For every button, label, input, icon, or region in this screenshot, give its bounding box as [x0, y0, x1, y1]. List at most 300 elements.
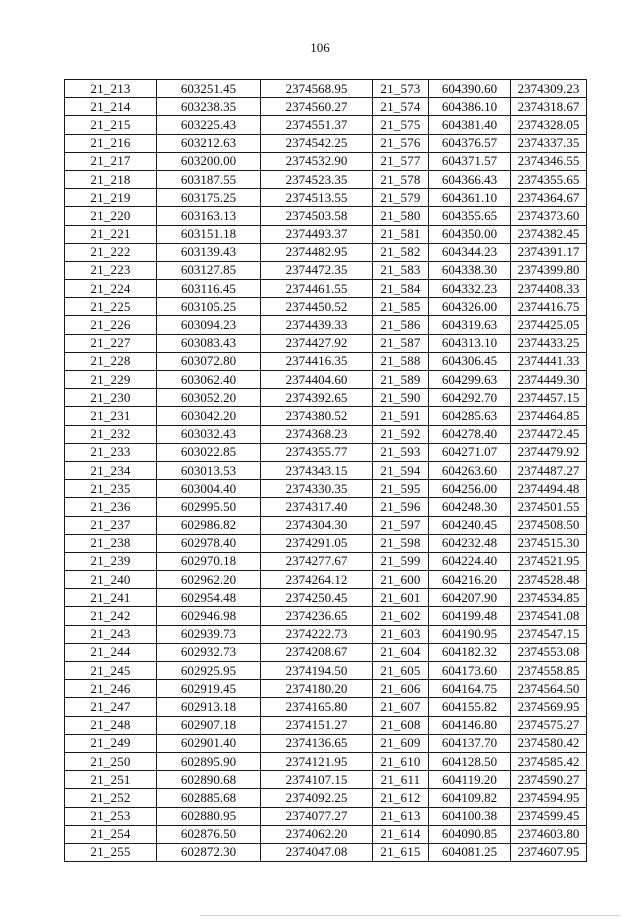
x-coord-right: 604100.38: [429, 807, 511, 825]
point-id-right: 21_575: [373, 116, 429, 134]
table-row: [65, 771, 587, 789]
point-id-right: 21_590: [373, 389, 429, 407]
table-row: [65, 752, 587, 770]
y-coord-right: 2374541.08: [511, 607, 587, 625]
x-coord-left: 603251.45: [157, 80, 261, 98]
x-coord-left: 603187.55: [157, 170, 261, 188]
x-coord-right: 604376.57: [429, 134, 511, 152]
y-coord-left: 2374355.77: [261, 443, 373, 461]
y-coord-right: 2374494.48: [511, 480, 587, 498]
point-id-left: 21_232: [65, 425, 157, 443]
point-id-right: 21_605: [373, 662, 429, 680]
y-coord-right: 2374355.65: [511, 170, 587, 188]
y-coord-right: 2374590.27: [511, 771, 587, 789]
point-id-right: 21_599: [373, 552, 429, 570]
x-coord-right: 604199.48: [429, 607, 511, 625]
x-coord-left: 603042.20: [157, 407, 261, 425]
y-coord-left: 2374330.35: [261, 480, 373, 498]
x-coord-right: 604338.30: [429, 261, 511, 279]
y-coord-left: 2374427.92: [261, 334, 373, 352]
y-coord-left: 2374136.65: [261, 734, 373, 752]
x-coord-left: 602919.45: [157, 680, 261, 698]
x-coord-right: 604371.57: [429, 152, 511, 170]
table-row: [65, 789, 587, 807]
point-id-left: 21_234: [65, 461, 157, 479]
point-id-right: 21_587: [373, 334, 429, 352]
y-coord-right: 2374425.05: [511, 316, 587, 334]
x-coord-left: 602895.90: [157, 752, 261, 770]
x-coord-left: 602925.95: [157, 662, 261, 680]
x-coord-right: 604344.23: [429, 243, 511, 261]
point-id-right: 21_574: [373, 98, 429, 116]
table-row: [65, 698, 587, 716]
x-coord-right: 604182.32: [429, 643, 511, 661]
table-row: [65, 734, 587, 752]
table-row: [65, 625, 587, 643]
point-id-left: 21_233: [65, 443, 157, 461]
y-coord-right: 2374558.85: [511, 662, 587, 680]
x-coord-left: 603062.40: [157, 371, 261, 389]
x-coord-left: 603083.43: [157, 334, 261, 352]
x-coord-left: 602885.68: [157, 789, 261, 807]
y-coord-left: 2374560.27: [261, 98, 373, 116]
point-id-right: 21_606: [373, 680, 429, 698]
x-coord-left: 602901.40: [157, 734, 261, 752]
x-coord-left: 603200.00: [157, 152, 261, 170]
point-id-right: 21_607: [373, 698, 429, 716]
y-coord-left: 2374343.15: [261, 461, 373, 479]
y-coord-left: 2374532.90: [261, 152, 373, 170]
table-row: [65, 280, 587, 298]
table-row: [65, 716, 587, 734]
table-row: [65, 643, 587, 661]
point-id-right: 21_591: [373, 407, 429, 425]
y-coord-left: 2374047.08: [261, 843, 373, 861]
point-id-left: 21_224: [65, 280, 157, 298]
point-id-right: 21_601: [373, 589, 429, 607]
x-coord-right: 604361.10: [429, 189, 511, 207]
y-coord-left: 2374493.37: [261, 225, 373, 243]
x-coord-left: 603127.85: [157, 261, 261, 279]
x-coord-right: 604381.40: [429, 116, 511, 134]
x-coord-right: 604313.10: [429, 334, 511, 352]
point-id-right: 21_586: [373, 316, 429, 334]
point-id-right: 21_598: [373, 534, 429, 552]
point-id-left: 21_223: [65, 261, 157, 279]
y-coord-right: 2374309.23: [511, 80, 587, 98]
x-coord-left: 602907.18: [157, 716, 261, 734]
point-id-right: 21_582: [373, 243, 429, 261]
point-id-left: 21_254: [65, 825, 157, 843]
x-coord-left: 603022.85: [157, 443, 261, 461]
point-id-left: 21_240: [65, 571, 157, 589]
x-coord-right: 604256.00: [429, 480, 511, 498]
point-id-left: 21_225: [65, 298, 157, 316]
table-row: [65, 80, 587, 98]
point-id-left: 21_220: [65, 207, 157, 225]
x-coord-left: 603238.35: [157, 98, 261, 116]
y-coord-right: 2374337.35: [511, 134, 587, 152]
point-id-right: 21_573: [373, 80, 429, 98]
point-id-left: 21_230: [65, 389, 157, 407]
x-coord-right: 604292.70: [429, 389, 511, 407]
table-row: [65, 371, 587, 389]
point-id-left: 21_253: [65, 807, 157, 825]
table-row: [65, 516, 587, 534]
table-row: [65, 461, 587, 479]
y-coord-right: 2374569.95: [511, 698, 587, 716]
table-row: [65, 243, 587, 261]
y-coord-left: 2374368.23: [261, 425, 373, 443]
point-id-left: 21_228: [65, 352, 157, 370]
y-coord-right: 2374534.85: [511, 589, 587, 607]
x-coord-right: 604137.70: [429, 734, 511, 752]
x-coord-right: 604164.75: [429, 680, 511, 698]
table-row: [65, 589, 587, 607]
point-id-left: 21_236: [65, 498, 157, 516]
x-coord-left: 602890.68: [157, 771, 261, 789]
point-id-left: 21_222: [65, 243, 157, 261]
point-id-left: 21_231: [65, 407, 157, 425]
y-coord-right: 2374564.50: [511, 680, 587, 698]
y-coord-left: 2374513.55: [261, 189, 373, 207]
point-id-right: 21_602: [373, 607, 429, 625]
y-coord-left: 2374291.05: [261, 534, 373, 552]
table-row: [65, 480, 587, 498]
x-coord-right: 604366.43: [429, 170, 511, 188]
x-coord-left: 603052.20: [157, 389, 261, 407]
x-coord-left: 602932.73: [157, 643, 261, 661]
x-coord-left: 603163.13: [157, 207, 261, 225]
y-coord-right: 2374318.67: [511, 98, 587, 116]
point-id-left: 21_239: [65, 552, 157, 570]
table-row: [65, 225, 587, 243]
y-coord-right: 2374373.60: [511, 207, 587, 225]
coordinates-table-body: [65, 80, 587, 862]
y-coord-left: 2374264.12: [261, 571, 373, 589]
point-id-left: 21_245: [65, 662, 157, 680]
x-coord-left: 603151.18: [157, 225, 261, 243]
point-id-right: 21_603: [373, 625, 429, 643]
x-coord-left: 602995.50: [157, 498, 261, 516]
point-id-left: 21_242: [65, 607, 157, 625]
point-id-left: 21_251: [65, 771, 157, 789]
point-id-left: 21_216: [65, 134, 157, 152]
y-coord-right: 2374457.15: [511, 389, 587, 407]
table-row: [65, 261, 587, 279]
point-id-right: 21_576: [373, 134, 429, 152]
x-coord-right: 604390.60: [429, 80, 511, 98]
x-coord-left: 603004.40: [157, 480, 261, 498]
y-coord-right: 2374487.27: [511, 461, 587, 479]
y-coord-right: 2374464.85: [511, 407, 587, 425]
y-coord-left: 2374250.45: [261, 589, 373, 607]
table-row: [65, 534, 587, 552]
point-id-right: 21_596: [373, 498, 429, 516]
table-row: [65, 552, 587, 570]
point-id-left: 21_252: [65, 789, 157, 807]
x-coord-left: 602986.82: [157, 516, 261, 534]
x-coord-left: 603032.43: [157, 425, 261, 443]
y-coord-left: 2374523.35: [261, 170, 373, 188]
page-number: 106: [310, 40, 330, 55]
x-coord-right: 604190.95: [429, 625, 511, 643]
y-coord-left: 2374151.27: [261, 716, 373, 734]
table-row: [65, 825, 587, 843]
y-coord-left: 2374062.20: [261, 825, 373, 843]
point-id-left: 21_218: [65, 170, 157, 188]
point-id-right: 21_588: [373, 352, 429, 370]
y-coord-right: 2374553.08: [511, 643, 587, 661]
y-coord-right: 2374416.75: [511, 298, 587, 316]
y-coord-left: 2374222.73: [261, 625, 373, 643]
point-id-left: 21_244: [65, 643, 157, 661]
x-coord-right: 604350.00: [429, 225, 511, 243]
y-coord-right: 2374328.05: [511, 116, 587, 134]
x-coord-left: 603225.43: [157, 116, 261, 134]
y-coord-left: 2374121.95: [261, 752, 373, 770]
x-coord-right: 604207.90: [429, 589, 511, 607]
y-coord-right: 2374399.80: [511, 261, 587, 279]
point-id-right: 21_584: [373, 280, 429, 298]
y-coord-right: 2374528.48: [511, 571, 587, 589]
y-coord-right: 2374580.42: [511, 734, 587, 752]
x-coord-right: 604285.63: [429, 407, 511, 425]
table-row: [65, 407, 587, 425]
table-row: [65, 662, 587, 680]
x-coord-right: 604173.60: [429, 662, 511, 680]
point-id-right: 21_594: [373, 461, 429, 479]
point-id-left: 21_215: [65, 116, 157, 134]
point-id-left: 21_250: [65, 752, 157, 770]
point-id-right: 21_615: [373, 843, 429, 861]
x-coord-right: 604355.65: [429, 207, 511, 225]
y-coord-right: 2374547.15: [511, 625, 587, 643]
x-coord-right: 604155.82: [429, 698, 511, 716]
y-coord-right: 2374501.55: [511, 498, 587, 516]
table-row: [65, 207, 587, 225]
x-coord-left: 603013.53: [157, 461, 261, 479]
point-id-left: 21_213: [65, 80, 157, 98]
x-coord-left: 602970.18: [157, 552, 261, 570]
x-coord-right: 604319.63: [429, 316, 511, 334]
x-coord-left: 602939.73: [157, 625, 261, 643]
table-row: [65, 298, 587, 316]
x-coord-right: 604119.20: [429, 771, 511, 789]
x-coord-right: 604386.10: [429, 98, 511, 116]
x-coord-right: 604216.20: [429, 571, 511, 589]
point-id-left: 21_249: [65, 734, 157, 752]
point-id-right: 21_577: [373, 152, 429, 170]
x-coord-right: 604278.40: [429, 425, 511, 443]
point-id-left: 21_241: [65, 589, 157, 607]
point-id-right: 21_580: [373, 207, 429, 225]
point-id-left: 21_248: [65, 716, 157, 734]
y-coord-right: 2374441.33: [511, 352, 587, 370]
x-coord-left: 603072.80: [157, 352, 261, 370]
y-coord-left: 2374092.25: [261, 789, 373, 807]
y-coord-left: 2374317.40: [261, 498, 373, 516]
y-coord-left: 2374392.65: [261, 389, 373, 407]
y-coord-left: 2374404.60: [261, 371, 373, 389]
y-coord-right: 2374449.30: [511, 371, 587, 389]
table-row: [65, 170, 587, 188]
y-coord-left: 2374277.67: [261, 552, 373, 570]
x-coord-left: 603139.43: [157, 243, 261, 261]
y-coord-right: 2374472.45: [511, 425, 587, 443]
table-row: [65, 316, 587, 334]
x-coord-left: 602913.18: [157, 698, 261, 716]
point-id-right: 21_589: [373, 371, 429, 389]
table-row: [65, 680, 587, 698]
x-coord-left: 602962.20: [157, 571, 261, 589]
y-coord-left: 2374416.35: [261, 352, 373, 370]
x-coord-left: 603116.45: [157, 280, 261, 298]
point-id-right: 21_608: [373, 716, 429, 734]
y-coord-right: 2374599.45: [511, 807, 587, 825]
point-id-right: 21_613: [373, 807, 429, 825]
y-coord-left: 2374194.50: [261, 662, 373, 680]
y-coord-right: 2374433.25: [511, 334, 587, 352]
point-id-right: 21_583: [373, 261, 429, 279]
y-coord-left: 2374461.55: [261, 280, 373, 298]
point-id-right: 21_585: [373, 298, 429, 316]
x-coord-right: 604306.45: [429, 352, 511, 370]
point-id-left: 21_235: [65, 480, 157, 498]
point-id-right: 21_600: [373, 571, 429, 589]
y-coord-right: 2374594.95: [511, 789, 587, 807]
table-row: [65, 843, 587, 861]
x-coord-left: 602978.40: [157, 534, 261, 552]
point-id-right: 21_593: [373, 443, 429, 461]
x-coord-right: 604332.23: [429, 280, 511, 298]
point-id-left: 21_214: [65, 98, 157, 116]
y-coord-right: 2374382.45: [511, 225, 587, 243]
x-coord-right: 604232.48: [429, 534, 511, 552]
point-id-left: 21_237: [65, 516, 157, 534]
x-coord-right: 604248.30: [429, 498, 511, 516]
x-coord-left: 602872.30: [157, 843, 261, 861]
point-id-right: 21_611: [373, 771, 429, 789]
y-coord-left: 2374107.15: [261, 771, 373, 789]
y-coord-right: 2374479.92: [511, 443, 587, 461]
y-coord-right: 2374603.80: [511, 825, 587, 843]
point-id-right: 21_609: [373, 734, 429, 752]
x-coord-left: 603175.25: [157, 189, 261, 207]
point-id-left: 21_246: [65, 680, 157, 698]
point-id-left: 21_219: [65, 189, 157, 207]
y-coord-left: 2374165.80: [261, 698, 373, 716]
x-coord-left: 603105.25: [157, 298, 261, 316]
x-coord-left: 602946.98: [157, 607, 261, 625]
y-coord-left: 2374439.33: [261, 316, 373, 334]
point-id-right: 21_581: [373, 225, 429, 243]
table-row: [65, 116, 587, 134]
point-id-left: 21_221: [65, 225, 157, 243]
y-coord-right: 2374515.30: [511, 534, 587, 552]
footer-divider: [200, 915, 620, 916]
x-coord-left: 602876.50: [157, 825, 261, 843]
x-coord-right: 604299.63: [429, 371, 511, 389]
y-coord-left: 2374551.37: [261, 116, 373, 134]
x-coord-left: 603212.63: [157, 134, 261, 152]
table-row: [65, 389, 587, 407]
table-row: [65, 607, 587, 625]
x-coord-left: 603094.23: [157, 316, 261, 334]
y-coord-left: 2374482.95: [261, 243, 373, 261]
x-coord-right: 604146.80: [429, 716, 511, 734]
point-id-left: 21_226: [65, 316, 157, 334]
point-id-right: 21_595: [373, 480, 429, 498]
y-coord-left: 2374236.65: [261, 607, 373, 625]
point-id-right: 21_604: [373, 643, 429, 661]
x-coord-left: 602880.95: [157, 807, 261, 825]
y-coord-right: 2374575.27: [511, 716, 587, 734]
y-coord-right: 2374391.17: [511, 243, 587, 261]
table-row: [65, 425, 587, 443]
x-coord-right: 604128.50: [429, 752, 511, 770]
point-id-right: 21_592: [373, 425, 429, 443]
y-coord-right: 2374346.55: [511, 152, 587, 170]
table-row: [65, 498, 587, 516]
point-id-left: 21_238: [65, 534, 157, 552]
table-row: [65, 352, 587, 370]
x-coord-right: 604263.60: [429, 461, 511, 479]
table-row: [65, 443, 587, 461]
point-id-right: 21_612: [373, 789, 429, 807]
y-coord-left: 2374568.95: [261, 80, 373, 98]
y-coord-left: 2374208.67: [261, 643, 373, 661]
x-coord-right: 604090.85: [429, 825, 511, 843]
x-coord-right: 604081.25: [429, 843, 511, 861]
table-row: [65, 152, 587, 170]
point-id-left: 21_247: [65, 698, 157, 716]
point-id-right: 21_578: [373, 170, 429, 188]
point-id-left: 21_229: [65, 371, 157, 389]
y-coord-left: 2374304.30: [261, 516, 373, 534]
point-id-right: 21_579: [373, 189, 429, 207]
y-coord-left: 2374542.25: [261, 134, 373, 152]
table-row: [65, 807, 587, 825]
point-id-left: 21_217: [65, 152, 157, 170]
y-coord-right: 2374521.95: [511, 552, 587, 570]
table-row: [65, 571, 587, 589]
x-coord-right: 604271.07: [429, 443, 511, 461]
point-id-left: 21_255: [65, 843, 157, 861]
table-row: [65, 98, 587, 116]
point-id-right: 21_614: [373, 825, 429, 843]
x-coord-right: 604240.45: [429, 516, 511, 534]
point-id-right: 21_610: [373, 752, 429, 770]
x-coord-right: 604326.00: [429, 298, 511, 316]
x-coord-right: 604109.82: [429, 789, 511, 807]
point-id-left: 21_227: [65, 334, 157, 352]
y-coord-right: 2374585.42: [511, 752, 587, 770]
y-coord-left: 2374472.35: [261, 261, 373, 279]
y-coord-right: 2374508.50: [511, 516, 587, 534]
y-coord-left: 2374503.58: [261, 207, 373, 225]
y-coord-right: 2374607.95: [511, 843, 587, 861]
y-coord-left: 2374077.27: [261, 807, 373, 825]
table-row: [65, 189, 587, 207]
table-row: [65, 334, 587, 352]
y-coord-right: 2374408.33: [511, 280, 587, 298]
table-row: [65, 134, 587, 152]
y-coord-right: 2374364.67: [511, 189, 587, 207]
coordinates-table: [64, 79, 587, 862]
point-id-right: 21_597: [373, 516, 429, 534]
y-coord-left: 2374450.52: [261, 298, 373, 316]
